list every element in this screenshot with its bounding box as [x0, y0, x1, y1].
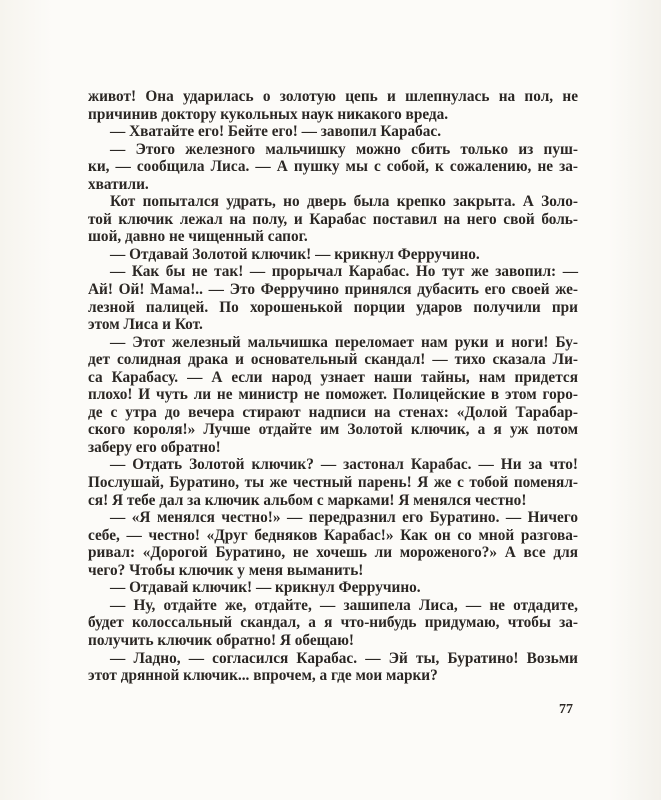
- page-body-text: [88, 88, 578, 685]
- text-line: ского короля!» Лучше отдайте им Золотой ключик, а я уж потом: [88, 421, 578, 439]
- text-line: заберу его обратно!: [88, 438, 221, 456]
- text-line: получить ключик обратно! Я обещаю!: [88, 631, 354, 649]
- text-line: — Как бы не так! — прорычал Карабас. Но тут же завопил: —: [110, 263, 578, 281]
- text-line: той ключик лежал на полу, и Карабас поставил на него свой боль-: [88, 210, 578, 228]
- text-line: чего? Чтобы ключик у меня выманить!: [88, 561, 364, 579]
- text-line: живот! Она ударилась о золотую цепь и шлепнулась на пол, не: [88, 88, 578, 105]
- text-line: — Отдать Золотой ключик? — застонал Карабас. — Ни за что!: [110, 456, 578, 474]
- text-line: дет солидная драка и основательный скандал! — тихо сказала Ли-: [88, 351, 578, 369]
- text-line: — Ладно, — согласился Карабас. — Эй ты, Буратино! Возьми: [110, 649, 578, 667]
- text-line: хватили.: [88, 175, 149, 193]
- text-line: шой, давно не чищенный сапог.: [88, 228, 308, 246]
- page-number: 77: [559, 702, 573, 717]
- text-line: лезной палицей. По хорошенькой порции ударов получили при: [88, 298, 578, 316]
- text-line: причинив доктору кукольных наук никакого вреда.: [88, 105, 449, 123]
- text-line: де с утра до вечера стирают надписи на стенах: «Долой Тарабар-: [88, 403, 578, 421]
- text-line: Ай! Ой! Мама!.. — Это Ферручино принялся дубасить его своей же-: [88, 281, 578, 299]
- text-line: — Этот железный мальчишка переломает нам руки и ноги! Бу-: [110, 333, 578, 351]
- text-line: плохо! И чуть ли не министр не поможет. Полицейские в этом горо-: [88, 386, 578, 404]
- text-line: ки, — сообщила Лиса. — А пушку мы с собой, к сожалению, не за-: [88, 158, 578, 176]
- text-line: са Карабасу. — А если народ узнает наши тайны, нам придется: [88, 368, 578, 386]
- text-line: — Отдавай Золотой ключик! — крикнул Ферручино.: [110, 245, 480, 263]
- text-line: — Ну, отдайте же, отдайте, — зашипела Лиса, — не отдадите,: [110, 596, 578, 614]
- text-line: Кот попытался удрать, но дверь была крепко закрыта. А Золо-: [110, 193, 578, 211]
- text-line: Послушай, Буратино, ты же честный парень! Я же с тобой поменял-: [88, 474, 578, 492]
- text-line: ся! Я тебе дал за ключик альбом с марками! Я менялся честно!: [88, 491, 527, 509]
- text-line: себе, — честно! «Друг бедняков Карабас!» Как он со мной разгова-: [88, 526, 578, 544]
- text-line: — Хватайте его! Бейте его! — завопил Карабас.: [110, 123, 442, 141]
- text-line: — Этого железного мальчишку можно сбить только из пуш-: [110, 140, 578, 158]
- text-line: — Отдавай ключик! — крикнул Ферручино.: [110, 579, 421, 597]
- text-line: ривал: «Дорогой Буратино, не хочешь ли мороженого?» А все для: [88, 544, 578, 562]
- text-line: этот дрянной ключик... впрочем, а где мои марки?: [88, 667, 438, 685]
- text-line: будет колоссальный скандал, а я что-нибудь придумаю, чтобы за-: [88, 614, 578, 632]
- text-line: этом Лиса и Кот.: [88, 316, 203, 334]
- text-line: — «Я менялся честно!» — передразнил его Буратино. — Ничего: [110, 509, 578, 527]
